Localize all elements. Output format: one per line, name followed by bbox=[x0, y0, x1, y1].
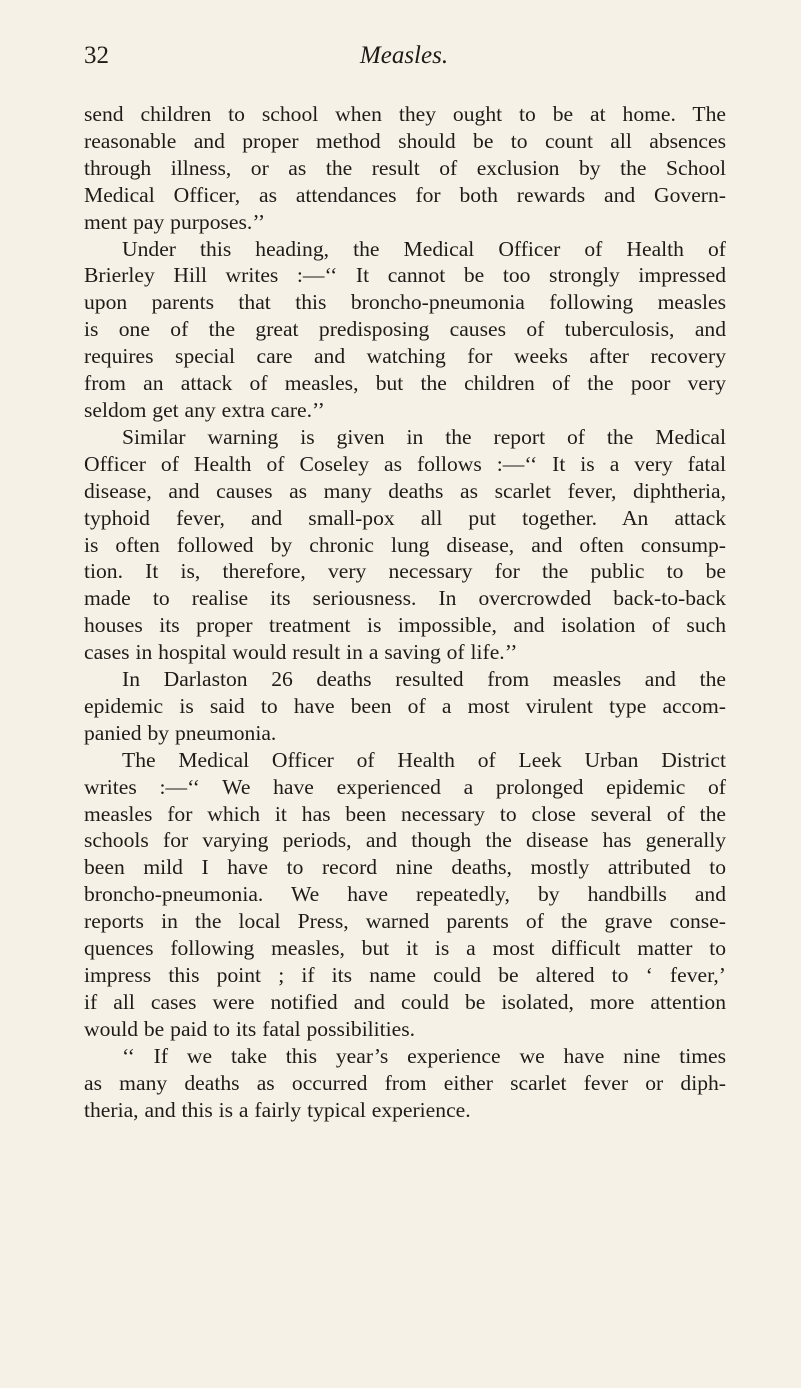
text-line: if all cases were notified and could be isolated, more attention bbox=[84, 989, 726, 1014]
text-line: Similar warning is given in the report of the Medical bbox=[122, 424, 726, 449]
text-line: Medical Officer, as attendances for both rewards and Govern- bbox=[84, 182, 726, 207]
text-line: schools for varying periods, and though the disease has generally bbox=[84, 828, 726, 853]
text-line: cases in hospital would result in a saving of life.’’ bbox=[84, 640, 518, 665]
paragraph bbox=[84, 1043, 726, 1124]
text-line: Officer of Health of Coseley as follows :—‘‘ It is a very fatal bbox=[84, 451, 726, 476]
text-line: as many deaths as occurred from either scarlet fever or diph- bbox=[84, 1070, 726, 1095]
text-line: tion. It is, therefore, very necessary for the public to be bbox=[84, 559, 726, 584]
text-line: ‘‘ If we take this year’s experience we have nine times bbox=[122, 1043, 726, 1068]
text-line: measles for which it has been necessary to close several of the bbox=[84, 801, 726, 826]
text-line: ment pay purposes.’’ bbox=[84, 209, 266, 234]
paragraph bbox=[84, 236, 726, 424]
text-line: impress this point ; if its name could be altered to ‘ fever,’ bbox=[84, 963, 726, 987]
text-line: writes :—‘‘ We have experienced a prolonged epidemic of bbox=[84, 774, 726, 799]
text-line: send children to school when they ought to be at home. The bbox=[84, 102, 726, 126]
text-line: seldom get any extra care.’’ bbox=[84, 397, 325, 422]
text-line: Under this heading, the Medical Officer of Health of bbox=[122, 236, 726, 261]
text-line: theria, and this is a fairly typical experience. bbox=[84, 1097, 471, 1122]
text-line: In Darlaston 26 deaths resulted from measles and the bbox=[122, 667, 726, 692]
text-line: would be paid to its fatal possibilities. bbox=[84, 1016, 416, 1041]
text-line: houses its proper treatment is impossible, and isolation of such bbox=[84, 613, 726, 638]
text-line: panied by pneumonia. bbox=[84, 720, 277, 745]
text-line: made to realise its seriousness. In overcrowded back-to-back bbox=[84, 586, 726, 611]
text-line: through illness, or as the result of exclusion by the School bbox=[84, 155, 726, 180]
text-line: The Medical Officer of Health of Leek Urban District bbox=[122, 747, 726, 772]
page-header bbox=[84, 42, 724, 78]
text-line: typhoid fever, and small-pox all put together. An attack bbox=[84, 505, 726, 530]
paragraph bbox=[84, 747, 726, 1043]
text-line: been mild I have to record nine deaths, mostly attributed to bbox=[84, 855, 726, 880]
text-line: requires special care and watching for weeks after recovery bbox=[84, 344, 726, 369]
text-line: from an attack of measles, but the children of the poor very bbox=[84, 371, 726, 396]
text-line: epidemic is said to have been of a most virulent type accom- bbox=[84, 693, 726, 718]
text-line: disease, and causes as many deaths as scarlet fever, diphtheria, bbox=[84, 478, 726, 503]
text-line: upon parents that this broncho-pneumonia following measles bbox=[84, 290, 726, 315]
text-line: reports in the local Press, warned parents of the grave conse- bbox=[84, 909, 726, 934]
text-line: reasonable and proper method should be to count all absences bbox=[84, 128, 726, 153]
text-line: is often followed by chronic lung disease, and often consump- bbox=[84, 532, 726, 557]
body-text bbox=[84, 101, 726, 1123]
running-title: Measles. bbox=[359, 42, 449, 69]
page-number: 32 bbox=[84, 42, 109, 69]
paragraph bbox=[84, 666, 726, 747]
text-line: Brierley Hill writes :—‘‘ It cannot be too strongly impressed bbox=[84, 263, 726, 288]
text-line: is one of the great predisposing causes of tuberculosis, and bbox=[84, 317, 726, 342]
text-line: broncho-pneumonia. We have repeatedly, by handbills and bbox=[84, 882, 726, 907]
text-line: quences following measles, but it is a most difficult matter to bbox=[84, 936, 726, 961]
paragraph bbox=[84, 101, 726, 236]
paragraph bbox=[84, 424, 726, 666]
